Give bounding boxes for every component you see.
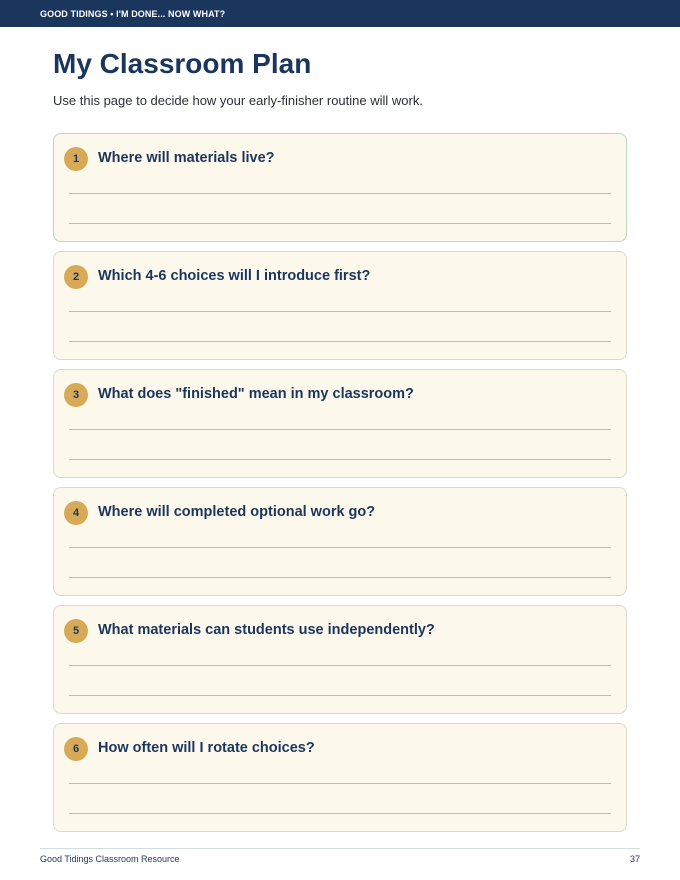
answer-line[interactable] bbox=[69, 547, 611, 548]
footer-source: Good Tidings Classroom Resource bbox=[40, 854, 180, 864]
answer-line[interactable] bbox=[69, 223, 611, 224]
answer-line[interactable] bbox=[69, 311, 611, 312]
question-number-badge: 5 bbox=[64, 619, 88, 643]
question-text: What does "finished" mean in my classroom? bbox=[98, 386, 414, 402]
answer-line[interactable] bbox=[69, 783, 611, 784]
question-card bbox=[53, 369, 627, 478]
question-text: Where will materials live? bbox=[98, 150, 275, 166]
question-card bbox=[53, 605, 627, 714]
question-text: How often will I rotate choices? bbox=[98, 740, 315, 756]
question-text: Where will completed optional work go? bbox=[98, 504, 376, 520]
question-number-badge: 6 bbox=[64, 737, 88, 761]
answer-line[interactable] bbox=[69, 459, 611, 460]
page-number: 37 bbox=[629, 854, 640, 864]
question-number-badge: 4 bbox=[64, 501, 88, 525]
question-card bbox=[53, 251, 627, 360]
question-text: What materials can students use independently? bbox=[98, 622, 435, 638]
question-text: Which 4-6 choices will I introduce first? bbox=[98, 268, 371, 284]
footer-divider bbox=[40, 848, 640, 849]
answer-line[interactable] bbox=[69, 341, 611, 342]
answer-line[interactable] bbox=[69, 813, 611, 814]
page-title: My Classroom Plan bbox=[53, 48, 312, 79]
question-card bbox=[53, 487, 627, 596]
question-number-badge: 1 bbox=[64, 147, 88, 171]
question-card bbox=[53, 133, 627, 242]
question-list bbox=[53, 133, 627, 841]
answer-line[interactable] bbox=[69, 577, 611, 578]
banner-text: GOOD TIDINGS • I'M DONE... NOW WHAT? bbox=[40, 9, 226, 19]
question-number-badge: 3 bbox=[64, 383, 88, 407]
answer-line[interactable] bbox=[69, 665, 611, 666]
page-subtitle: Use this page to decide how your early-finisher routine will work. bbox=[53, 93, 423, 108]
answer-line[interactable] bbox=[69, 429, 611, 430]
question-card bbox=[53, 723, 627, 832]
top-banner bbox=[0, 0, 680, 27]
question-number-badge: 2 bbox=[64, 265, 88, 289]
answer-line[interactable] bbox=[69, 193, 611, 194]
answer-line[interactable] bbox=[69, 695, 611, 696]
